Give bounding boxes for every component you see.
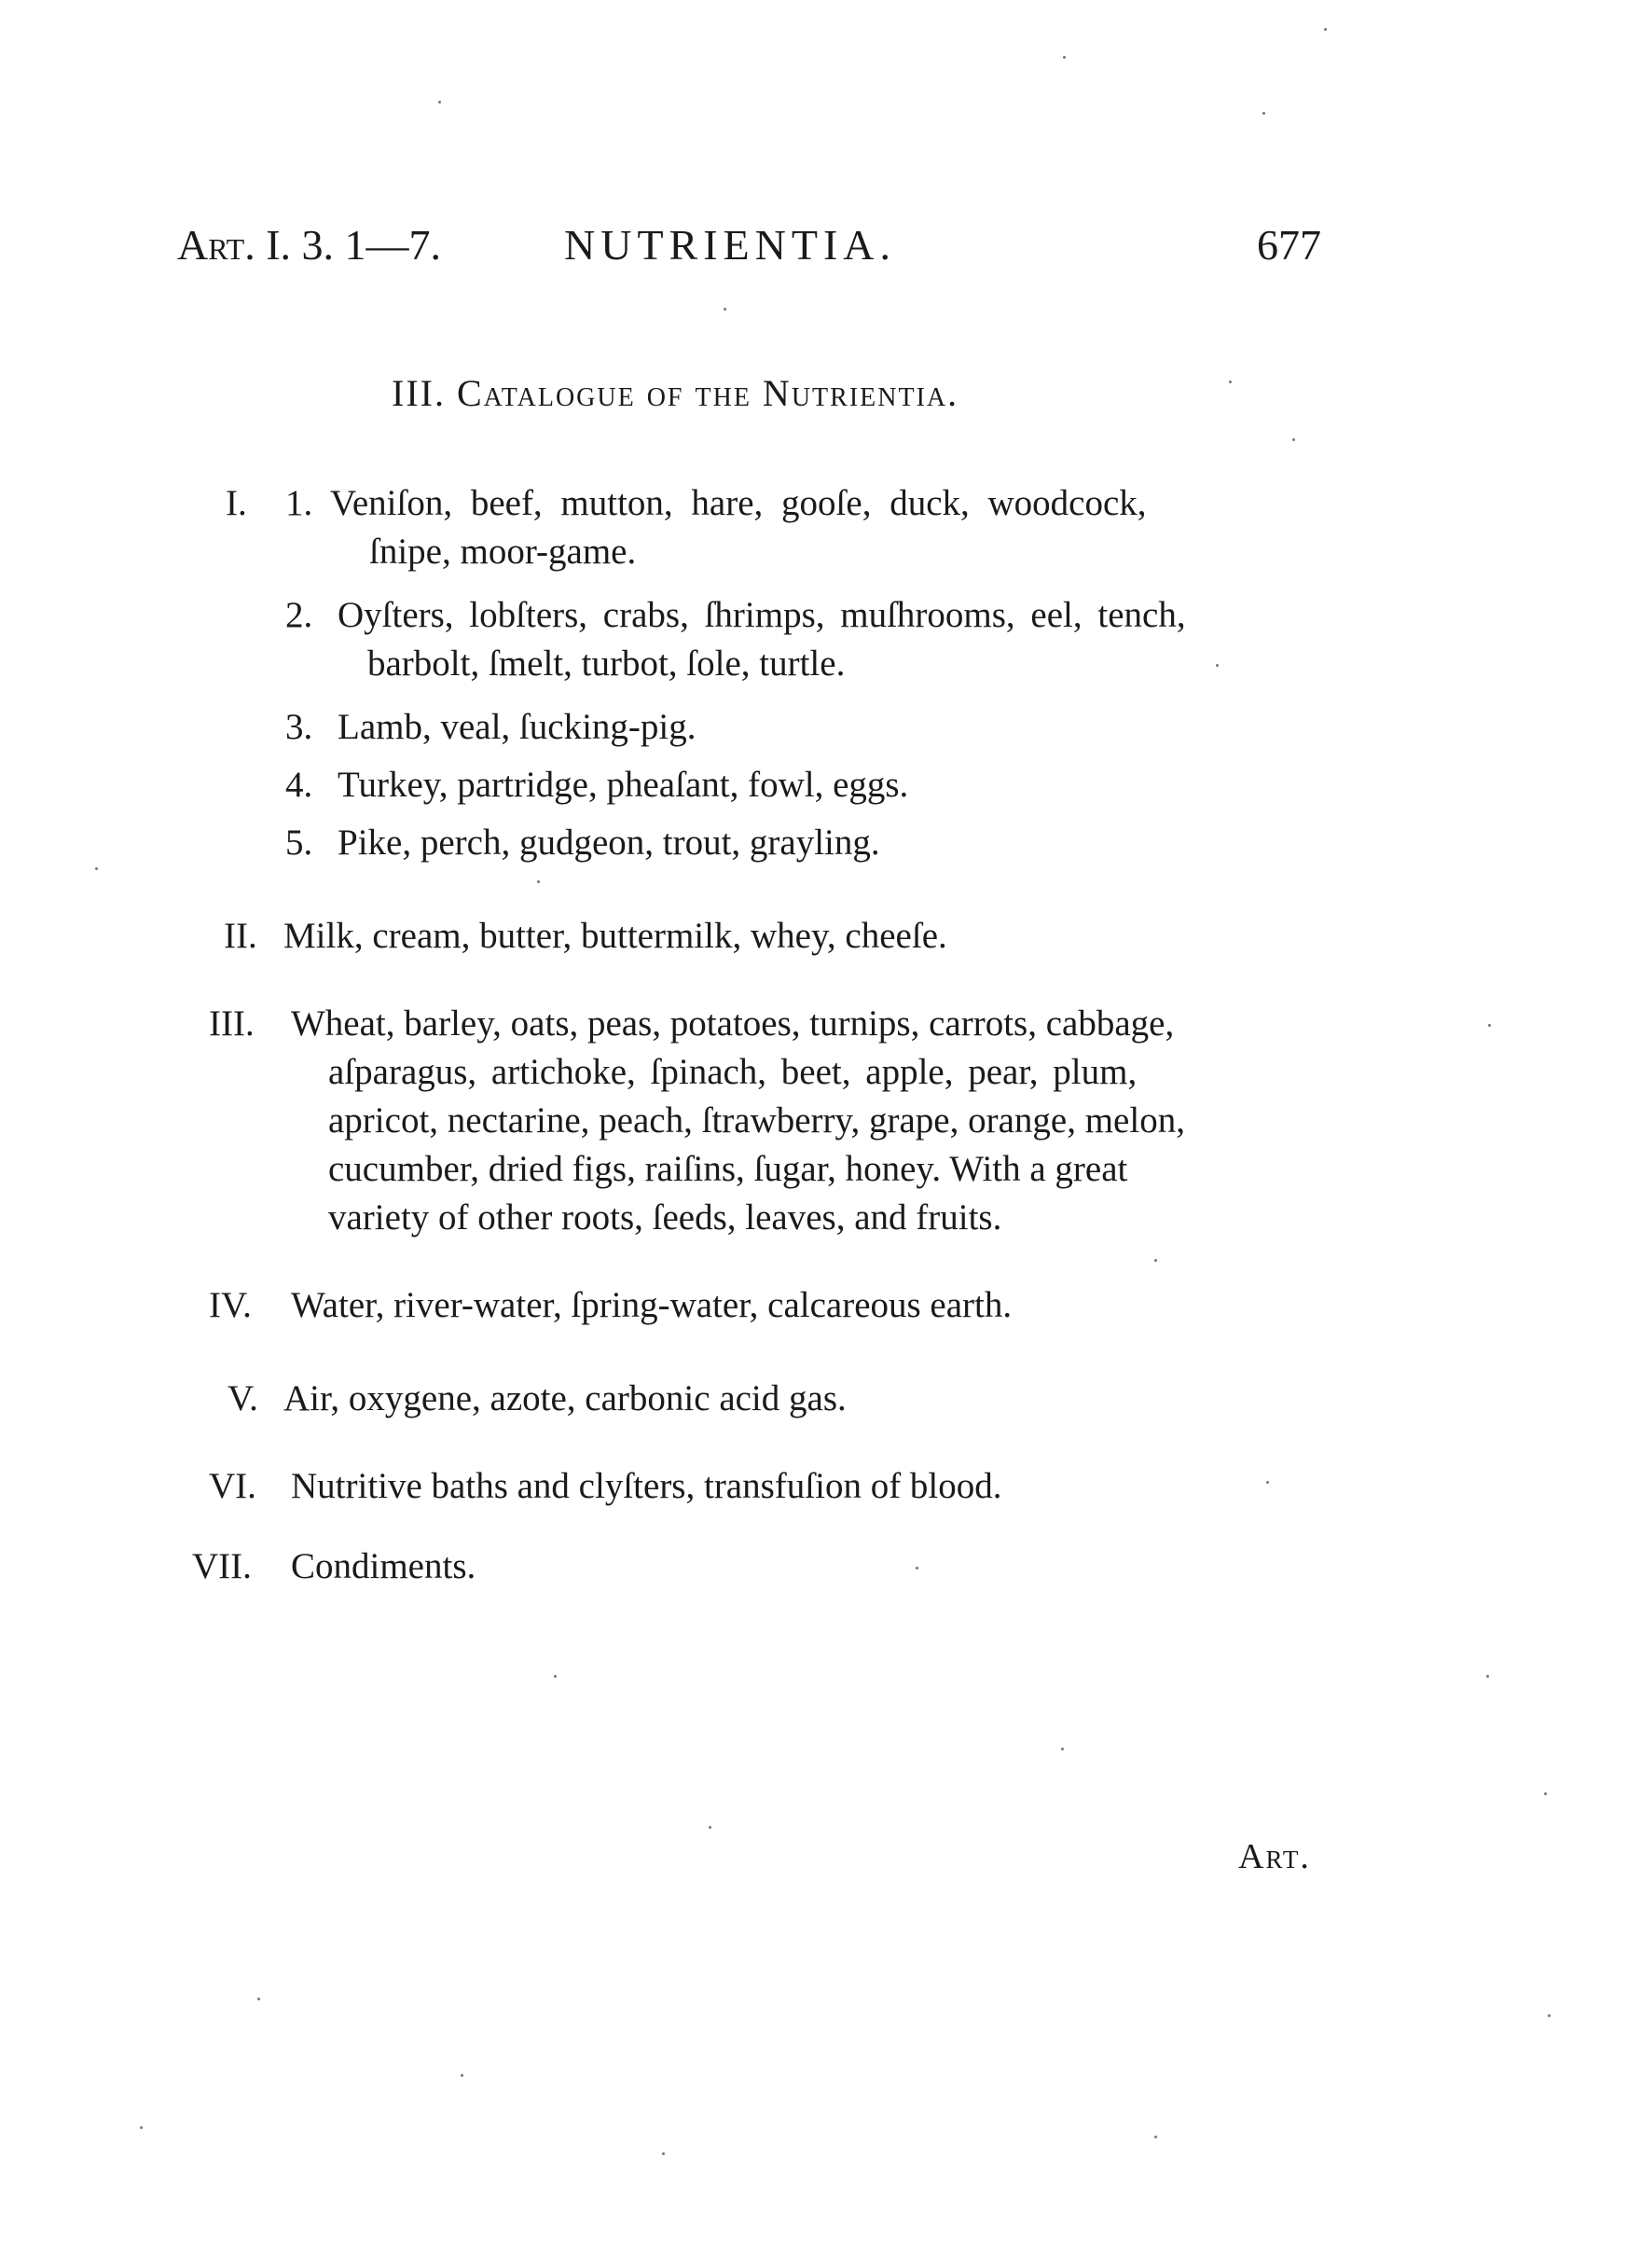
scan-speck	[1229, 380, 1232, 383]
list-line: Veniſon, beef, mutton, hare, gooſe, duck, woodcock,	[330, 483, 1147, 523]
scan-speck	[1292, 438, 1295, 441]
list-line: Nutritive baths and clyſters, transfuſion of blood.	[291, 1466, 1002, 1506]
scan-speck	[438, 101, 441, 104]
scan-speck	[1154, 2136, 1157, 2138]
list-line: variety of other roots, ſeeds, leaves, and fruits.	[328, 1197, 1002, 1238]
class-numeral: III.	[209, 1003, 255, 1044]
list-line: Lamb, veal, ſucking-pig.	[338, 707, 696, 747]
scan-speck	[662, 2152, 665, 2155]
class-numeral: VII.	[192, 1546, 252, 1586]
item-number: 3.	[285, 707, 313, 747]
scan-speck	[1544, 1792, 1547, 1795]
scan-speck	[140, 2126, 143, 2129]
list-line: Air, oxygene, azote, carbonic acid gas.	[283, 1378, 847, 1418]
item-number: 4.	[285, 765, 313, 805]
scan-speck	[1324, 28, 1327, 31]
list-line: Turkey, partridge, pheaſant, fowl, eggs.	[338, 765, 909, 805]
item-number: 2.	[285, 595, 313, 635]
running-head-section-ref: Art. I. 3. 1—7.	[177, 221, 442, 269]
list-line: apricot, nectarine, peach, ſtrawberry, grape, orange, melon,	[328, 1100, 1185, 1141]
scan-speck	[1061, 1748, 1064, 1750]
list-line: aſparagus, artichoke, ſpinach, beet, apple, pear, plum,	[328, 1052, 1138, 1092]
class-numeral: IV.	[209, 1285, 252, 1325]
list-line: Oyſters, lobſters, crabs, ſhrimps, muſhrooms, eel, tench,	[338, 595, 1186, 635]
class-numeral: I.	[226, 483, 247, 523]
list-line: Water, river-water, ſpring-water, calcareous earth.	[291, 1285, 1013, 1325]
scan-speck	[1262, 112, 1265, 115]
item-number: 1.	[285, 483, 313, 523]
scan-speck	[1154, 1259, 1157, 1262]
scan-speck	[1216, 664, 1219, 667]
list-line: Pike, perch, gudgeon, trout, grayling.	[338, 823, 880, 863]
running-head-title: NUTRIENTIA.	[564, 221, 896, 269]
section-title: III. Catalogue of the Nutrientia.	[392, 372, 959, 414]
class-numeral: II.	[224, 916, 257, 956]
scan-speck	[724, 308, 726, 311]
list-line: Condiments.	[291, 1546, 476, 1586]
page-number: 677	[1257, 221, 1321, 269]
scan-speck	[257, 1998, 260, 2000]
list-line: barbolt, ſmelt, turbot, ſole, turtle.	[367, 643, 846, 684]
class-numeral: VI.	[209, 1466, 256, 1506]
scan-speck	[1548, 2014, 1551, 2017]
scan-speck	[95, 867, 98, 870]
scan-speck	[1486, 1675, 1489, 1678]
scan-speck	[537, 880, 540, 883]
list-line: Milk, cream, butter, buttermilk, whey, cheeſe.	[283, 916, 947, 956]
list-line: Wheat, barley, oats, peas, potatoes, turnips, carrots, cabbage,	[291, 1003, 1175, 1044]
item-number: 5.	[285, 823, 313, 863]
scan-speck	[1063, 56, 1066, 59]
scan-speck	[1266, 1481, 1269, 1484]
scan-speck	[554, 1675, 557, 1678]
scan-speck	[1488, 1024, 1491, 1027]
class-numeral: V.	[228, 1378, 258, 1418]
list-line: cucumber, dried figs, raiſins, ſugar, honey. With a great	[328, 1149, 1128, 1189]
list-line: ſnipe, moor-game.	[369, 532, 637, 572]
scan-speck	[916, 1567, 918, 1570]
scan-speck	[461, 2074, 463, 2077]
catchword: Art.	[1238, 1837, 1311, 1876]
scan-speck	[709, 1826, 711, 1829]
